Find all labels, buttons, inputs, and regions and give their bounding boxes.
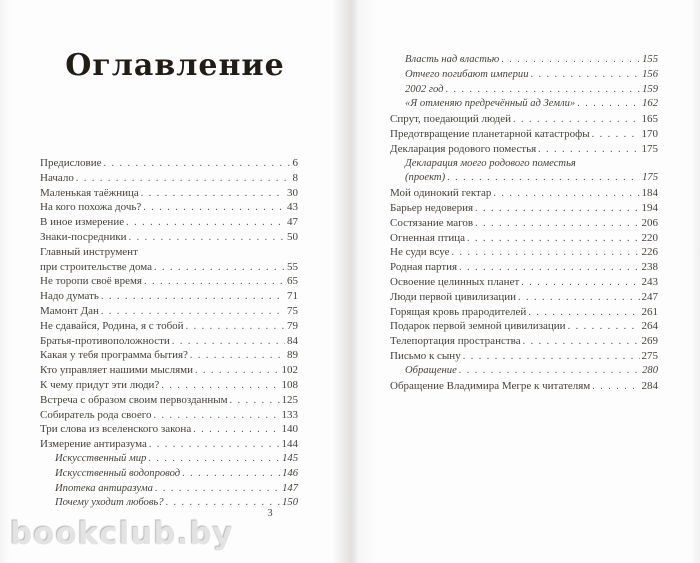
toc-dot-leader bbox=[531, 68, 641, 83]
toc-entry bbox=[40, 230, 298, 245]
toc-dot-leader bbox=[446, 83, 641, 98]
toc-entry-page: 145 bbox=[282, 452, 298, 464]
toc-dot-leader bbox=[154, 409, 280, 424]
toc-entry bbox=[390, 142, 658, 157]
toc-entry bbox=[40, 186, 298, 201]
toc-entry-page: 133 bbox=[281, 408, 298, 421]
toc-entry-page: 125 bbox=[281, 393, 298, 406]
toc-entry-label: Три слова из вселенского закона bbox=[40, 423, 192, 436]
toc-entry-label: В иное измерение bbox=[40, 216, 125, 229]
toc-entry bbox=[390, 216, 658, 231]
toc-entry-page: 243 bbox=[641, 275, 658, 288]
toc-entry-page: 165 bbox=[641, 113, 658, 126]
toc-entry-label: Декларация родового поместья bbox=[390, 142, 537, 155]
toc-entry bbox=[390, 379, 658, 394]
toc-entry-label: Барьер недоверия bbox=[390, 201, 474, 214]
toc-entry-label: Встреча с образом своим первозданным bbox=[40, 393, 228, 406]
toc-dot-leader bbox=[592, 128, 640, 143]
toc-entry bbox=[390, 53, 658, 68]
toc-entry-label: Мой одинокий гектар bbox=[390, 187, 492, 200]
toc-entry-page: 102 bbox=[281, 364, 298, 377]
toc-entry bbox=[40, 319, 298, 334]
toc-entry bbox=[390, 201, 658, 216]
toc-entry-label: Власть над властью bbox=[405, 54, 500, 65]
toc-entry bbox=[390, 275, 658, 290]
toc-dot-leader bbox=[155, 482, 280, 497]
toc-entry-label: Искусственный водопровод bbox=[55, 467, 181, 479]
toc-dot-leader bbox=[475, 202, 639, 217]
toc-entry-label: Родная партия bbox=[390, 261, 458, 274]
toc-entry bbox=[40, 422, 298, 437]
toc-entry-page: 43 bbox=[287, 201, 298, 214]
toc-entry-page: 146 bbox=[282, 467, 298, 479]
toc-entry-page: 108 bbox=[281, 378, 298, 391]
toc-entry-page: 269 bbox=[641, 335, 658, 348]
toc-dot-leader bbox=[513, 113, 639, 128]
watermark: bookclub.by bbox=[10, 516, 234, 552]
toc-dot-leader bbox=[104, 157, 291, 172]
toc-dot-leader bbox=[493, 187, 639, 202]
toc-entry-page: 50 bbox=[287, 230, 298, 243]
toc-entry bbox=[40, 348, 298, 363]
toc-entry-label: Братья-противоположности bbox=[40, 334, 170, 347]
toc-entry-label: Начало bbox=[40, 171, 74, 184]
toc-entry-page: 147 bbox=[282, 482, 298, 494]
toc-entry bbox=[40, 245, 298, 260]
toc-entry bbox=[390, 127, 658, 142]
left-page-number: 3 bbox=[267, 508, 273, 519]
toc-entry bbox=[390, 112, 658, 127]
toc-entry-page: 30 bbox=[287, 186, 298, 199]
toc-dot-leader bbox=[195, 364, 280, 379]
toc-dot-leader bbox=[501, 53, 640, 68]
toc-dot-leader bbox=[126, 216, 285, 231]
toc-dot-leader bbox=[538, 143, 639, 158]
toc-entry-page: 175 bbox=[642, 172, 658, 184]
toc-entry-page: 175 bbox=[641, 142, 658, 155]
toc-entry-label: Надо думать bbox=[40, 290, 99, 303]
toc-entry-label: Состязание магов bbox=[390, 216, 474, 229]
toc-entry bbox=[390, 83, 658, 98]
toc-entry-label: Телепортация пространства bbox=[390, 335, 521, 348]
toc-entry-label: Обращение Владимира Мегре к читателям bbox=[390, 379, 591, 392]
toc-dot-leader bbox=[154, 261, 285, 276]
toc-dot-leader bbox=[230, 394, 280, 409]
toc-entry-label: Искусственный мир bbox=[55, 452, 147, 464]
toc-entry-label: Ипотека антиразума bbox=[55, 482, 153, 494]
toc-dot-leader bbox=[523, 335, 640, 350]
toc-dot-leader bbox=[577, 97, 640, 112]
toc-entry-page: 264 bbox=[641, 320, 658, 333]
toc-dot-leader bbox=[193, 423, 279, 438]
toc-entry bbox=[390, 349, 658, 364]
toc-entry-label: Не суди всуе bbox=[390, 246, 450, 259]
toc-entry bbox=[40, 378, 298, 393]
toc-entry bbox=[390, 68, 658, 83]
toc-entry-page: 84 bbox=[287, 334, 298, 347]
toc-title: Оглавление bbox=[65, 48, 285, 83]
toc-entry-page: 79 bbox=[287, 319, 298, 332]
toc-dot-leader bbox=[101, 305, 285, 320]
toc-entry-label: Обращение bbox=[405, 364, 457, 376]
toc-entry-page: 155 bbox=[642, 54, 658, 65]
toc-entry-page: 159 bbox=[642, 83, 658, 95]
toc-entry bbox=[390, 157, 658, 172]
book-gutter-shadow bbox=[332, 0, 378, 563]
toc-dot-leader bbox=[149, 438, 280, 453]
toc-dot-leader bbox=[172, 335, 285, 350]
toc-dot-leader bbox=[148, 452, 280, 467]
toc-entry-label: К чему придут эти люди? bbox=[40, 378, 160, 391]
toc-entry-page: 220 bbox=[641, 231, 658, 244]
toc-entry-label: Подарок первой земной цивилизации bbox=[390, 320, 566, 333]
toc-entry-page: 65 bbox=[287, 275, 298, 288]
toc-entry-page: 144 bbox=[281, 438, 298, 451]
toc-dot-leader bbox=[101, 290, 285, 305]
toc-dot-leader bbox=[568, 320, 640, 335]
toc-entry-label: «Я отменяю предречённый ад Земли» bbox=[405, 98, 576, 110]
toc-entry-label: Спрут, поедающий людей bbox=[390, 113, 512, 126]
toc-entry-label: Кто управляет нашими мыслями bbox=[40, 364, 193, 377]
toc-entry-label: Огненная птица bbox=[390, 231, 466, 244]
toc-entry-page: 156 bbox=[642, 68, 658, 80]
toc-dot-leader bbox=[144, 275, 285, 290]
toc-entry-page: 247 bbox=[641, 290, 658, 303]
toc-entry-page: 184 bbox=[641, 187, 658, 200]
toc-entry-label: Люди первой цивилизации bbox=[390, 290, 516, 303]
toc-entry-label: Почему уходит любовь? bbox=[55, 497, 164, 509]
toc-entry-page: 238 bbox=[641, 261, 658, 274]
toc-entry-label: Не торопи своё время bbox=[40, 275, 142, 288]
toc-dot-leader bbox=[143, 201, 285, 216]
toc-entry-label: Какая у тебя программа бытия? bbox=[40, 349, 188, 362]
toc-dot-leader bbox=[459, 364, 640, 379]
toc-entry-page: 140 bbox=[281, 423, 298, 436]
toc-dot-leader bbox=[592, 380, 639, 395]
toc-entry bbox=[40, 482, 298, 497]
toc-entry-page: 206 bbox=[641, 216, 658, 229]
toc-entry-label: Горящая кровь прародителей bbox=[390, 305, 527, 318]
toc-entry-label: Отчего погибают империи bbox=[405, 68, 529, 80]
toc-entry-page: 150 bbox=[282, 497, 298, 509]
toc-entry bbox=[40, 437, 298, 452]
toc-entry-label: На кого похожа дочь? bbox=[40, 201, 142, 214]
toc-list-left-page bbox=[40, 156, 298, 511]
toc-entry-page: 170 bbox=[641, 127, 658, 140]
toc-entry bbox=[40, 156, 298, 171]
toc-entry bbox=[40, 200, 298, 215]
toc-dot-leader bbox=[141, 187, 285, 202]
toc-entry bbox=[390, 186, 658, 201]
toc-list-right-page bbox=[390, 53, 658, 393]
toc-dot-leader bbox=[76, 172, 291, 187]
toc-entry bbox=[40, 452, 298, 467]
toc-entry bbox=[390, 97, 658, 112]
toc-entry-page: 55 bbox=[287, 260, 298, 273]
toc-dot-leader bbox=[186, 320, 285, 335]
toc-dot-leader bbox=[161, 379, 279, 394]
toc-entry-label: 2002 год bbox=[405, 83, 444, 95]
toc-entry-page: 284 bbox=[641, 379, 658, 392]
toc-entry-label: Декларация моего родового поместья bbox=[405, 157, 576, 169]
toc-entry-page: 226 bbox=[641, 246, 658, 259]
toc-dot-leader bbox=[129, 231, 285, 246]
toc-dot-leader bbox=[475, 217, 639, 232]
toc-entry bbox=[390, 290, 658, 305]
toc-entry-page: 8 bbox=[292, 171, 298, 184]
toc-entry-label: Собиратель рода своего bbox=[40, 408, 152, 421]
toc-entry-page: 71 bbox=[287, 290, 298, 303]
toc-entry bbox=[40, 393, 298, 408]
toc-entry-page: 280 bbox=[642, 364, 658, 376]
toc-entry bbox=[40, 363, 298, 378]
toc-entry-page: 47 bbox=[287, 216, 298, 229]
toc-entry-label: Мамонт Дан bbox=[40, 304, 99, 317]
toc-entry-label: Письмо к сыну bbox=[390, 349, 461, 362]
toc-entry bbox=[390, 245, 658, 260]
toc-dot-leader bbox=[463, 350, 640, 365]
toc-entry-page: 6 bbox=[292, 157, 298, 169]
toc-entry bbox=[390, 171, 658, 186]
toc-entry-label: Измерение антиразума bbox=[40, 438, 147, 451]
toc-entry bbox=[390, 364, 658, 379]
toc-entry-label: Предисловие bbox=[40, 157, 102, 169]
toc-entry bbox=[40, 289, 298, 304]
toc-entry bbox=[390, 334, 658, 349]
toc-dot-leader bbox=[467, 232, 639, 247]
toc-entry-page: 75 bbox=[287, 304, 298, 317]
toc-entry-label: Главный инструмент bbox=[40, 245, 138, 258]
toc-dot-leader bbox=[521, 276, 639, 291]
toc-entry-page: 261 bbox=[641, 305, 658, 318]
toc-entry bbox=[40, 274, 298, 289]
toc-entry bbox=[40, 260, 298, 275]
toc-dot-leader bbox=[190, 349, 285, 364]
toc-entry-label: Знаки-посредники bbox=[40, 230, 127, 243]
toc-dot-leader bbox=[451, 246, 639, 261]
toc-dot-leader bbox=[528, 306, 639, 321]
toc-entry bbox=[40, 334, 298, 349]
toc-dot-leader bbox=[459, 261, 639, 276]
toc-entry-label: Не сдавайся, Родина, я с тобой bbox=[40, 319, 184, 332]
toc-entry-label: Предотвращение планетарной катастрофы bbox=[390, 127, 590, 140]
toc-entry-label: Маленькая таёжница bbox=[40, 186, 139, 199]
toc-dot-leader bbox=[182, 467, 280, 482]
toc-entry bbox=[40, 408, 298, 423]
toc-entry bbox=[390, 305, 658, 320]
toc-entry bbox=[40, 171, 298, 186]
toc-dot-leader bbox=[447, 171, 640, 186]
toc-entry bbox=[390, 231, 658, 246]
toc-dot-leader bbox=[518, 291, 640, 306]
toc-entry-label: Освоение целинных планет bbox=[390, 275, 520, 288]
toc-entry-page: 194 bbox=[641, 201, 658, 214]
toc-entry-label: (проект) bbox=[405, 172, 446, 184]
toc-entry bbox=[40, 304, 298, 319]
toc-entry bbox=[40, 467, 298, 482]
toc-entry-page: 275 bbox=[641, 349, 658, 362]
toc-entry-page: 162 bbox=[642, 98, 658, 110]
toc-entry-label: при строительстве дома bbox=[40, 260, 153, 273]
toc-entry-page: 89 bbox=[287, 349, 298, 362]
toc-entry bbox=[390, 260, 658, 275]
toc-entry bbox=[390, 319, 658, 334]
toc-entry bbox=[40, 215, 298, 230]
